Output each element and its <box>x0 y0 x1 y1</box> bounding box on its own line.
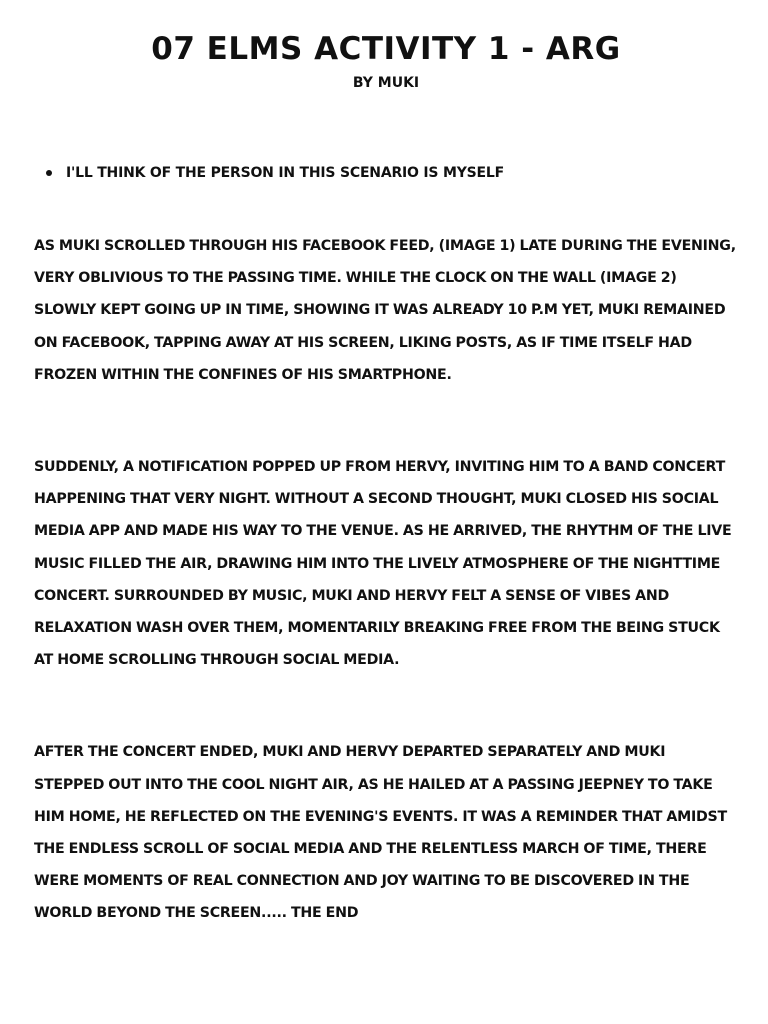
paragraph-2: SUDDENLY, A NOTIFICATION POPPED UP FROM HERVY, INVITING HIM TO A BAND CONCERT HAPPENING THAT VERY NIGHT. WITHOUT A SECOND THOUGHT, MUKI CLOSED HIS SOCIAL MEDIA APP AND MADE HIS WAY TO THE VENUE. AS HE ARRIVED, THE RHYTHM OF THE LIVE MUSIC FILLED THE AIR, DRAWING HIM INTO THE LIVELY ATMOSPHERE OF THE NIGHTTIME CONCERT. SURROUNDED BY MUSIC, MUKI AND HERVY FELT A SENSE OF VIBES AND RELAXATION WASH OVER THEM, MOMENTARILY BREAKING FREE FROM THE BEING STUCK AT HOME SCROLLING THROUGH SOCIAL MEDIA. <box>34 459 732 669</box>
bullet-item <box>66 164 738 182</box>
document-byline: BY MUKI <box>352 75 420 91</box>
bullet-list <box>34 164 738 182</box>
paragraph-3: AFTER THE CONCERT ENDED, MUKI AND HERVY DEPARTED SEPARATELY AND MUKI STEPPED OUT INTO THE COOL NIGHT AIR, AS HE HAILED AT A PASSING JEEPNEY TO TAKE HIM HOME, HE REFLECTED ON THE EVENING'S EVENTS. IT WAS A REMINDER THAT AMIDST THE ENDLESS SCROLL OF SOCIAL MEDIA AND THE RELENTLESS MARCH OF TIME, THERE WERE MOMENTS OF REAL CONNECTION AND JOY WAITING TO BE DISCOVERED IN THE WORLD BEYOND THE SCREEN..... THE END <box>34 744 727 922</box>
bullet-dot-icon <box>46 170 52 176</box>
paragraph-1: AS MUKI SCROLLED THROUGH HIS FACEBOOK FEED, (IMAGE 1) LATE DURING THE EVENING, VERY OBLIVIOUS TO THE PASSING TIME. WHILE THE CLOCK ON THE WALL (IMAGE 2) SLOWLY KEPT GOING UP IN TIME, SHOWING IT WAS ALREADY 10 P.M YET, MUKI REMAINED ON FACEBOOK, TAPPING AWAY AT HIS SCREEN, LIKING POSTS, AS IF TIME ITSELF HAD FROZEN WITHIN THE CONFINES OF HIS SMARTPHONE. <box>34 238 736 383</box>
bullet-text: I'LL THINK OF THE PERSON IN THIS SCENARIO IS MYSELF <box>66 165 504 181</box>
document-title: 07 ELMS ACTIVITY 1 - ARG <box>151 31 621 67</box>
